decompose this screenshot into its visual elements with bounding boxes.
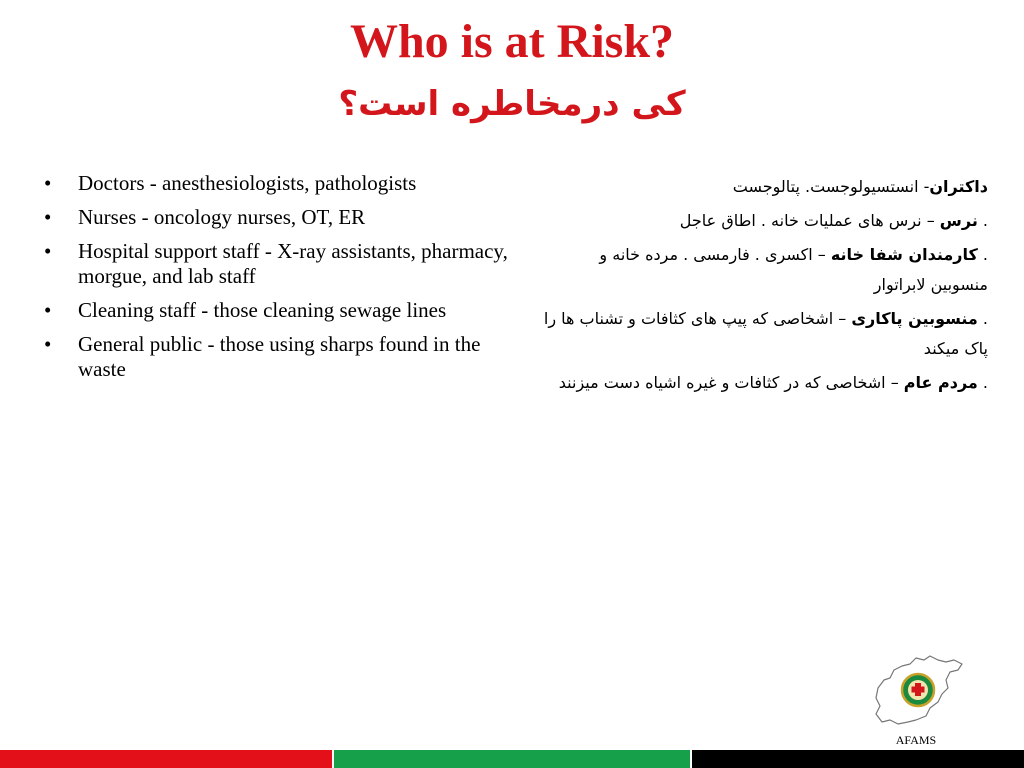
footer-stripe-black bbox=[692, 750, 1024, 768]
dari-item-text: – اشخاصی که پیپ های کثافات و تشناب ها را پاک میکند bbox=[543, 309, 988, 358]
dari-item-text: – نرس های عملیات خانه . اطاق عاجل bbox=[679, 211, 940, 230]
bullet-icon: • bbox=[44, 298, 52, 322]
list-item bbox=[40, 239, 510, 289]
dari-item-prefix: . bbox=[977, 211, 988, 230]
dari-item-text: - انستسیولوجست. پتالوجست bbox=[732, 177, 930, 196]
dari-item-prefix: . bbox=[977, 309, 988, 328]
bullet-icon: • bbox=[44, 332, 52, 356]
page-title: Who is at Risk? bbox=[349, 15, 675, 68]
dari-item-heading: مردم عام bbox=[903, 373, 978, 392]
list-item bbox=[40, 298, 510, 323]
dari-list-item bbox=[540, 240, 988, 300]
dari-item-prefix: . bbox=[977, 373, 988, 392]
list-item-text: Doctors - anesthesiologists, pathologists bbox=[78, 171, 417, 195]
dari-list-item bbox=[540, 304, 988, 364]
dari-item-text: – اکسری . فارمسی . مرده خانه و منسوبین لابراتوار bbox=[599, 245, 988, 294]
dari-item-heading: کارمندان شفا خانه bbox=[830, 245, 978, 264]
list-item bbox=[40, 205, 510, 230]
organization-name: AFAMS bbox=[895, 733, 937, 747]
dari-item-prefix: . bbox=[977, 245, 988, 264]
dari-list bbox=[540, 172, 988, 402]
dari-list-item bbox=[540, 172, 988, 202]
bullet-icon: • bbox=[44, 205, 52, 229]
english-bullet-list bbox=[40, 171, 510, 391]
footer-stripe-red bbox=[0, 750, 332, 768]
list-item-text: Hospital support staff - X-ray assistants, pharmacy, morgue, and lab staff bbox=[78, 239, 508, 288]
dari-list-item bbox=[540, 368, 988, 398]
dari-item-heading: نرس bbox=[939, 211, 978, 230]
afghanistan-map-emblem-icon bbox=[868, 650, 968, 730]
footer-stripe-green bbox=[334, 750, 690, 768]
dari-item-heading: داکتران bbox=[929, 177, 988, 196]
list-item bbox=[40, 171, 510, 196]
list-item-text: Cleaning staff - those cleaning sewage lines bbox=[78, 298, 447, 322]
dari-item-text: – اشخاصی که در کثافات و غیره اشیاه دست میزنند bbox=[558, 373, 904, 392]
page-title-dari: کی درمخاطره است؟ bbox=[338, 84, 686, 124]
list-item-text: General public - those using sharps found in the waste bbox=[78, 332, 481, 381]
list-item bbox=[40, 332, 510, 382]
dari-item-heading: منسوبین پاکاری bbox=[851, 309, 978, 328]
dari-list-item bbox=[540, 206, 988, 236]
bullet-icon: • bbox=[44, 239, 52, 263]
bullet-icon: • bbox=[44, 171, 52, 195]
list-item-text: Nurses - oncology nurses, OT, ER bbox=[78, 205, 366, 229]
